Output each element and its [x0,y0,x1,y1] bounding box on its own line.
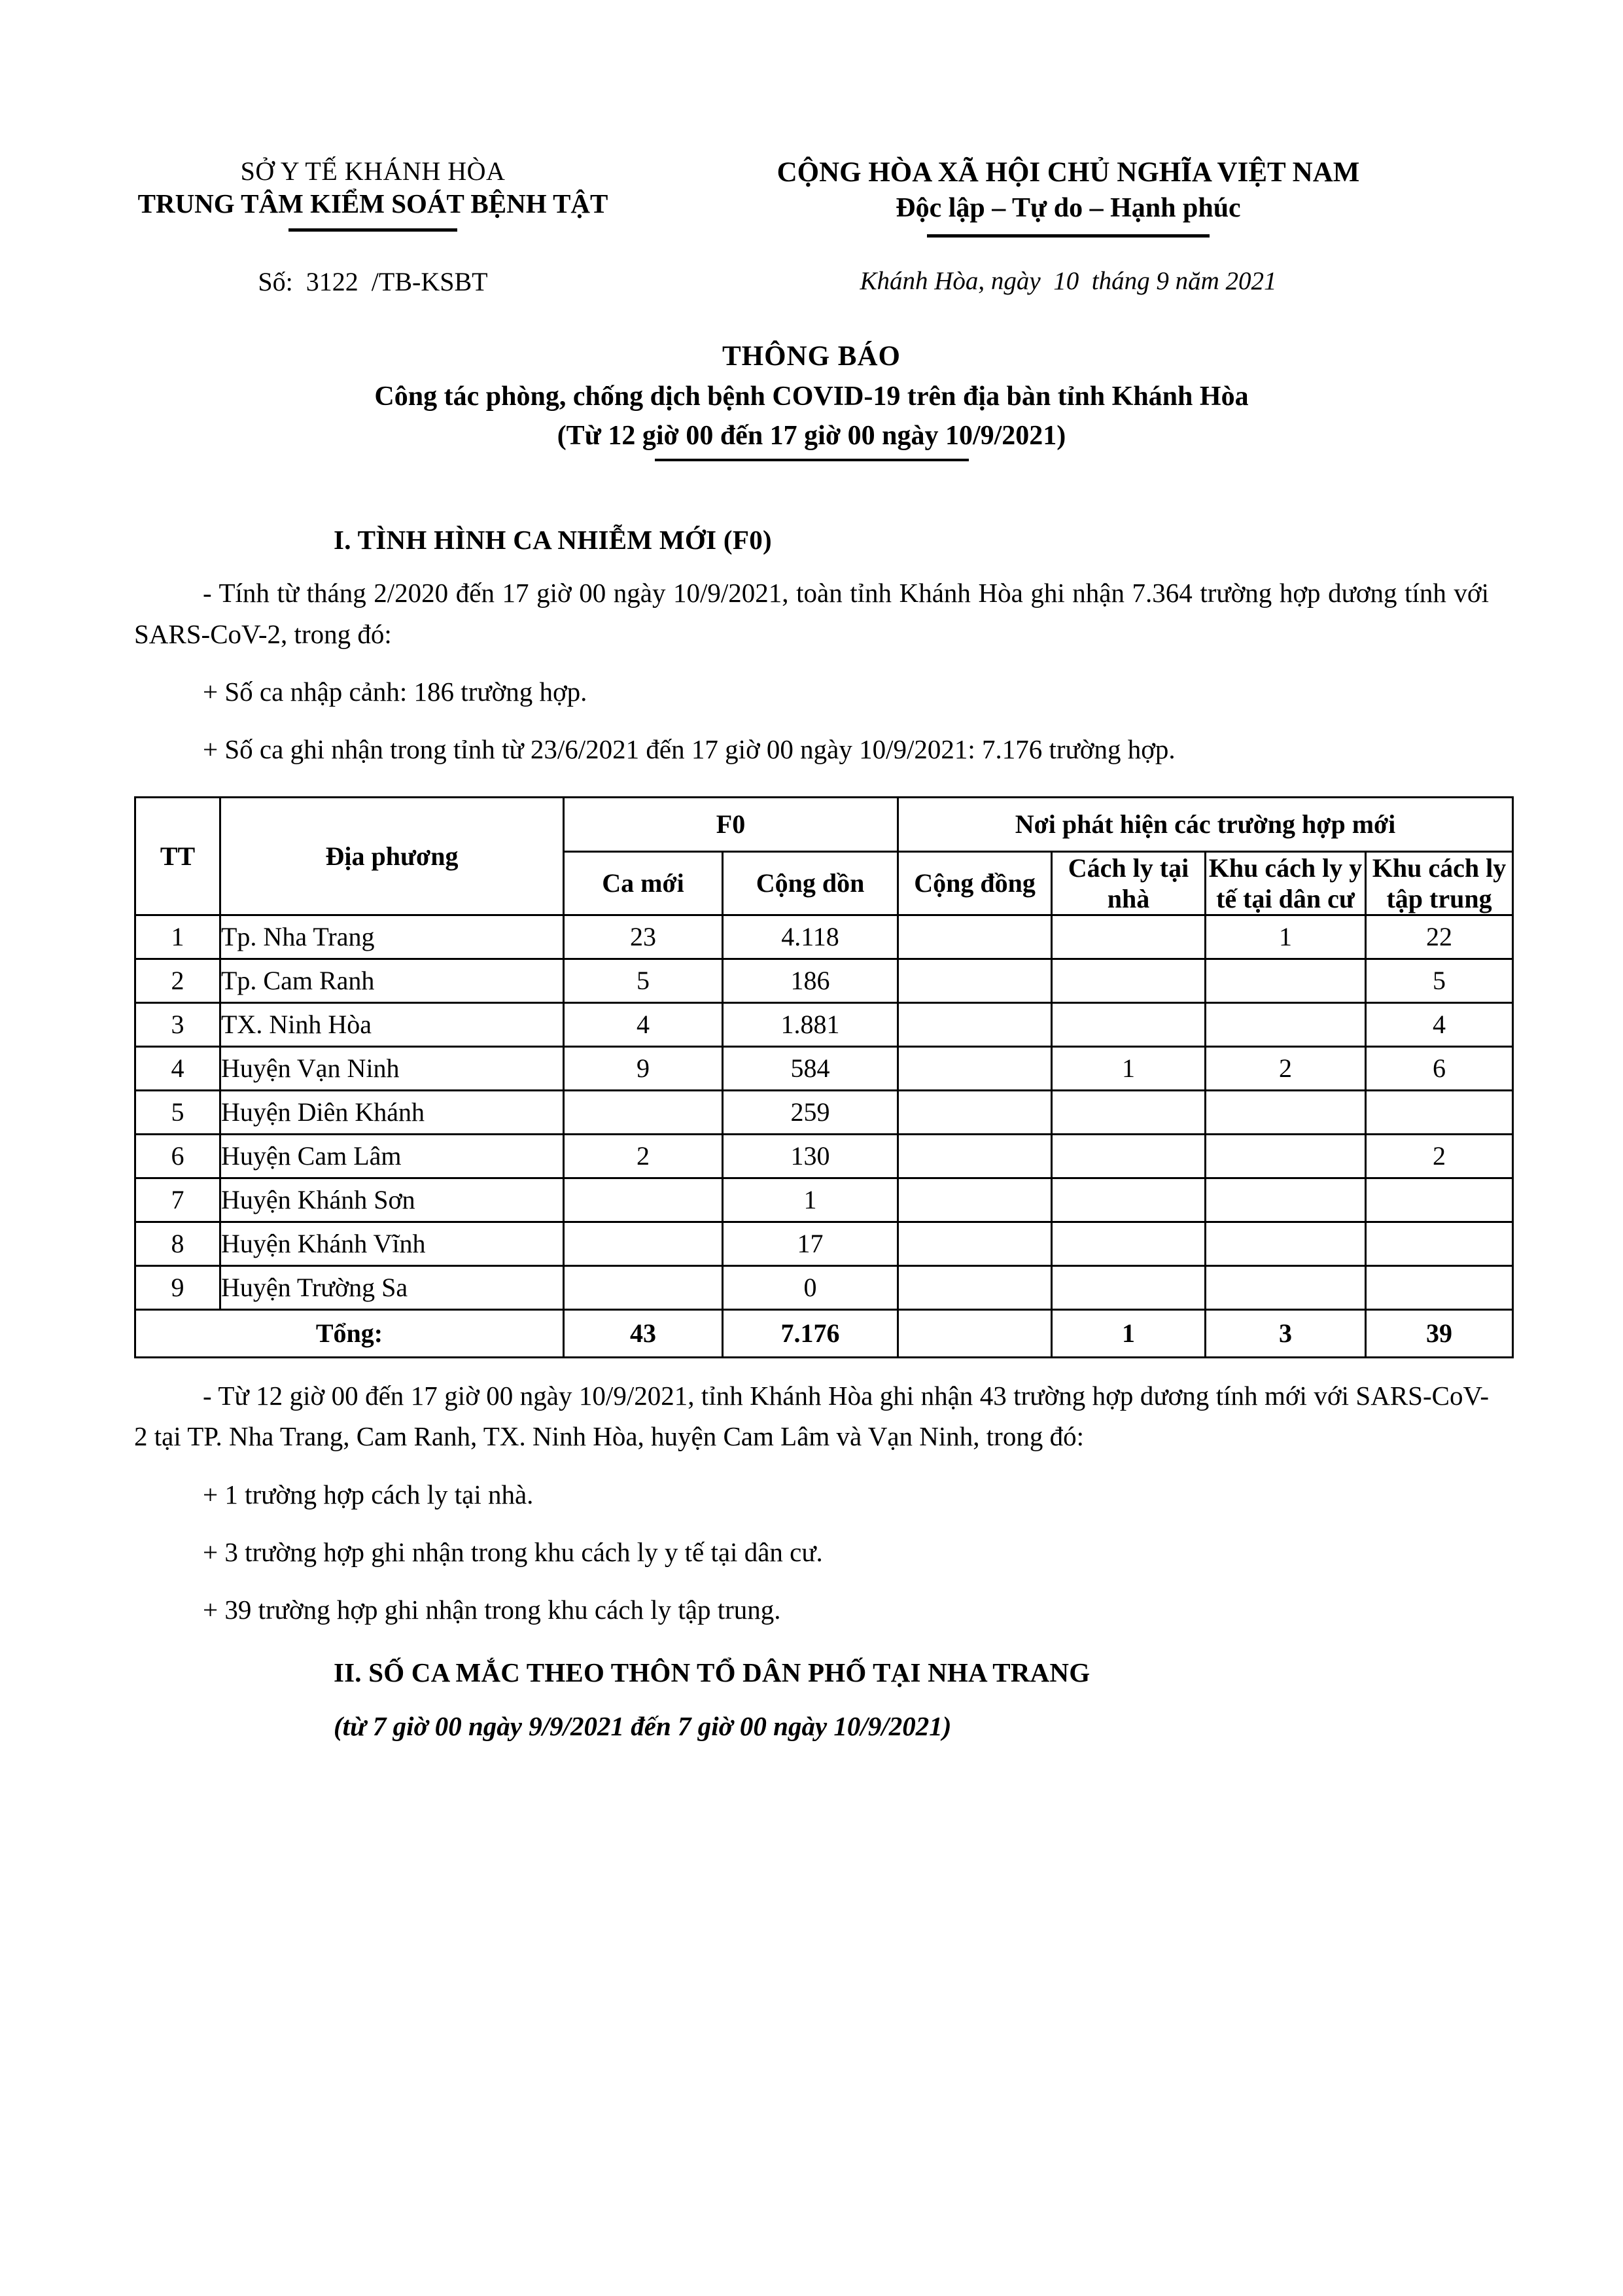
cell-tt: 4 [135,1046,220,1090]
cell-community [898,959,1052,1002]
cell-community [898,1046,1052,1090]
cell-medical-quarantine: 2 [1206,1046,1366,1090]
cell-central-quarantine: 4 [1366,1002,1513,1046]
section-1-bullet-4: + 3 trường hợp ghi nhận trong khu cách ly y tế tại dân cư. [203,1536,823,1567]
table-total-row [135,1309,1513,1357]
cell-central-quarantine: 22 [1366,915,1513,959]
f0-table-wrapper [0,796,1623,1358]
cell-cumulative: 584 [723,1046,898,1090]
cell-community [898,1178,1052,1222]
section-1-bullet-5: + 39 trường hợp ghi nhận trong khu cách ly tập trung. [203,1595,781,1625]
section-1-bullet-2: + Số ca ghi nhận trong tỉnh từ 23/6/2021 đến 17 giờ 00 ngày 10/9/2021: 7.176 trường hợp. [203,734,1176,765]
cell-tt: 9 [135,1265,220,1309]
cell-tt: 7 [135,1178,220,1222]
cell-locality: Tp. Nha Trang [220,915,564,959]
header-community: Cộng đồng [898,851,1052,915]
cell-home-quarantine: 1 [1052,1046,1206,1090]
national-heading-block [612,156,1525,238]
document-title-block [0,339,1623,461]
cell-community [898,1002,1052,1046]
title-underline [655,459,969,461]
cell-community [898,1265,1052,1309]
issuing-authority-block [134,156,612,238]
cell-new-cases [564,1178,723,1222]
cell-home-quarantine [1052,1134,1206,1178]
department-name: SỞ Y TẾ KHÁNH HÒA [240,156,506,186]
table-body [135,915,1513,1357]
letterhead-rule-left [288,228,457,232]
section-1-heading: I. TÌNH HÌNH CA NHIỄM MỚI (F0) [334,525,772,556]
cell-medical-quarantine [1206,1002,1366,1046]
cell-tt: 6 [135,1134,220,1178]
cell-community [898,1222,1052,1265]
table-row [135,1265,1513,1309]
cell-tt: 5 [135,1090,220,1134]
cell-total-new-cases: 43 [564,1309,723,1357]
cell-new-cases: 9 [564,1046,723,1090]
section-1-paragraph-2: - Từ 12 giờ 00 đến 17 giờ 00 ngày 10/9/2021, tỉnh Khánh Hòa ghi nhận 43 trường hợp dương tính mới với SARS-CoV-2 tại TP. Nha Trang, Cam Ranh, TX. Ninh Hòa, huyện Cam Lâm và Vạn Ninh, trong đó: [134,1380,1489,1452]
cell-locality: Huyện Cam Lâm [220,1134,564,1178]
cell-locality: Huyện Diên Khánh [220,1090,564,1134]
cell-cumulative: 17 [723,1222,898,1265]
cell-community [898,915,1052,959]
title-subtitle: Công tác phòng, chống dịch bệnh COVID-19 trên địa bàn tỉnh Khánh Hòa [374,381,1249,412]
cell-home-quarantine [1052,1265,1206,1309]
cell-medical-quarantine [1206,959,1366,1002]
cell-locality: Tp. Cam Ranh [220,959,564,1002]
table-row [135,1222,1513,1265]
header-central-quarantine: Khu cách ly tập trung [1366,851,1513,915]
center-name: TRUNG TÂM KIỂM SOÁT BỆNH TẬT [137,188,608,219]
cell-locality: Huyện Vạn Ninh [220,1046,564,1090]
section-1-paragraph-1: - Tính từ tháng 2/2020 đến 17 giờ 00 ngày 10/9/2021, toàn tỉnh Khánh Hòa ghi nhận 7.364 trường hợp dương tính với SARS-CoV-2, trong đó: [134,578,1489,649]
cell-total-central-quarantine: 39 [1366,1309,1513,1357]
table-row [135,1090,1513,1134]
cell-community [898,1134,1052,1178]
cell-tt: 2 [135,959,220,1002]
cell-cumulative: 186 [723,959,898,1002]
header-medical-quarantine: Khu cách ly y tế tại dân cư [1206,851,1366,915]
letterhead-rule-right [927,234,1210,238]
table-header-group-row [135,797,1513,851]
cell-cumulative: 259 [723,1090,898,1134]
cell-cumulative: 4.118 [723,915,898,959]
cell-cumulative: 130 [723,1134,898,1178]
page-title: THÔNG BÁO [722,341,901,372]
cell-cumulative: 1 [723,1178,898,1222]
cell-total-home-quarantine: 1 [1052,1309,1206,1357]
cell-central-quarantine: 5 [1366,959,1513,1002]
header-tt: TT [135,797,220,915]
letterhead [0,0,1623,238]
cell-central-quarantine: 2 [1366,1134,1513,1178]
cell-home-quarantine [1052,915,1206,959]
table-row [135,1002,1513,1046]
header-locality: Địa phương [220,797,564,915]
title-time-range: (Từ 12 giờ 00 đến 17 giờ 00 ngày 10/9/2021) [557,420,1066,451]
country-name: CỘNG HÒA XÃ HỘI CHỦ NGHĨA VIỆT NAM [777,157,1360,188]
cell-total-community [898,1309,1052,1357]
cell-medical-quarantine [1206,1090,1366,1134]
f0-statistics-table [134,796,1514,1358]
header-group-detection-place: Nơi phát hiện các trường hợp mới [898,797,1513,851]
header-new-cases: Ca mới [564,851,723,915]
cell-locality: TX. Ninh Hòa [220,1002,564,1046]
cell-new-cases [564,1222,723,1265]
cell-new-cases: 4 [564,1002,723,1046]
cell-total-label: Tổng: [135,1309,564,1357]
cell-central-quarantine [1366,1222,1513,1265]
table-row [135,915,1513,959]
cell-central-quarantine: 6 [1366,1046,1513,1090]
header-group-f0: F0 [564,797,898,851]
cell-home-quarantine [1052,1002,1206,1046]
section-1-bullet-3: + 1 trường hợp cách ly tại nhà. [203,1479,534,1510]
cell-total-medical-quarantine: 3 [1206,1309,1366,1357]
place-and-date: Khánh Hòa, ngày 10 tháng 9 năm 2021 [860,267,1277,296]
cell-central-quarantine [1366,1265,1513,1309]
cell-locality: Huyện Trường Sa [220,1265,564,1309]
cell-new-cases: 23 [564,915,723,959]
cell-medical-quarantine [1206,1178,1366,1222]
table-row [135,1046,1513,1090]
cell-new-cases: 5 [564,959,723,1002]
cell-home-quarantine [1052,959,1206,1002]
document-meta [0,266,1623,297]
cell-locality: Huyện Khánh Sơn [220,1178,564,1222]
cell-locality: Huyện Khánh Vĩnh [220,1222,564,1265]
document-number: Số: 3122 /TB-KSBT [258,267,488,297]
section-1-bullet-1: + Số ca nhập cảnh: 186 trường hợp. [203,676,587,707]
cell-tt: 8 [135,1222,220,1265]
cell-medical-quarantine [1206,1134,1366,1178]
cell-community [898,1090,1052,1134]
cell-medical-quarantine [1206,1265,1366,1309]
cell-central-quarantine [1366,1090,1513,1134]
cell-medical-quarantine [1206,1222,1366,1265]
cell-tt: 3 [135,1002,220,1046]
cell-home-quarantine [1052,1178,1206,1222]
table-row [135,1134,1513,1178]
table-row [135,1178,1513,1222]
cell-home-quarantine [1052,1222,1206,1265]
national-motto: Độc lập – Tự do – Hạnh phúc [896,192,1241,223]
cell-total-cumulative: 7.176 [723,1309,898,1357]
header-home-quarantine: Cách ly tại nhà [1052,851,1206,915]
cell-tt: 1 [135,915,220,959]
cell-medical-quarantine: 1 [1206,915,1366,959]
section-2-heading: II. SỐ CA MẮC THEO THÔN TỔ DÂN PHỐ TẠI NHA TRANG [334,1657,1091,1687]
cell-home-quarantine [1052,1090,1206,1134]
cell-new-cases [564,1265,723,1309]
cell-new-cases [564,1090,723,1134]
cell-new-cases: 2 [564,1134,723,1178]
table-head [135,797,1513,915]
section-2-subheading: (từ 7 giờ 00 ngày 9/9/2021 đến 7 giờ 00 ngày 10/9/2021) [334,1710,952,1741]
cell-cumulative: 0 [723,1265,898,1309]
header-cumulative: Cộng dồn [723,851,898,915]
table-row [135,959,1513,1002]
cell-central-quarantine [1366,1178,1513,1222]
cell-cumulative: 1.881 [723,1002,898,1046]
